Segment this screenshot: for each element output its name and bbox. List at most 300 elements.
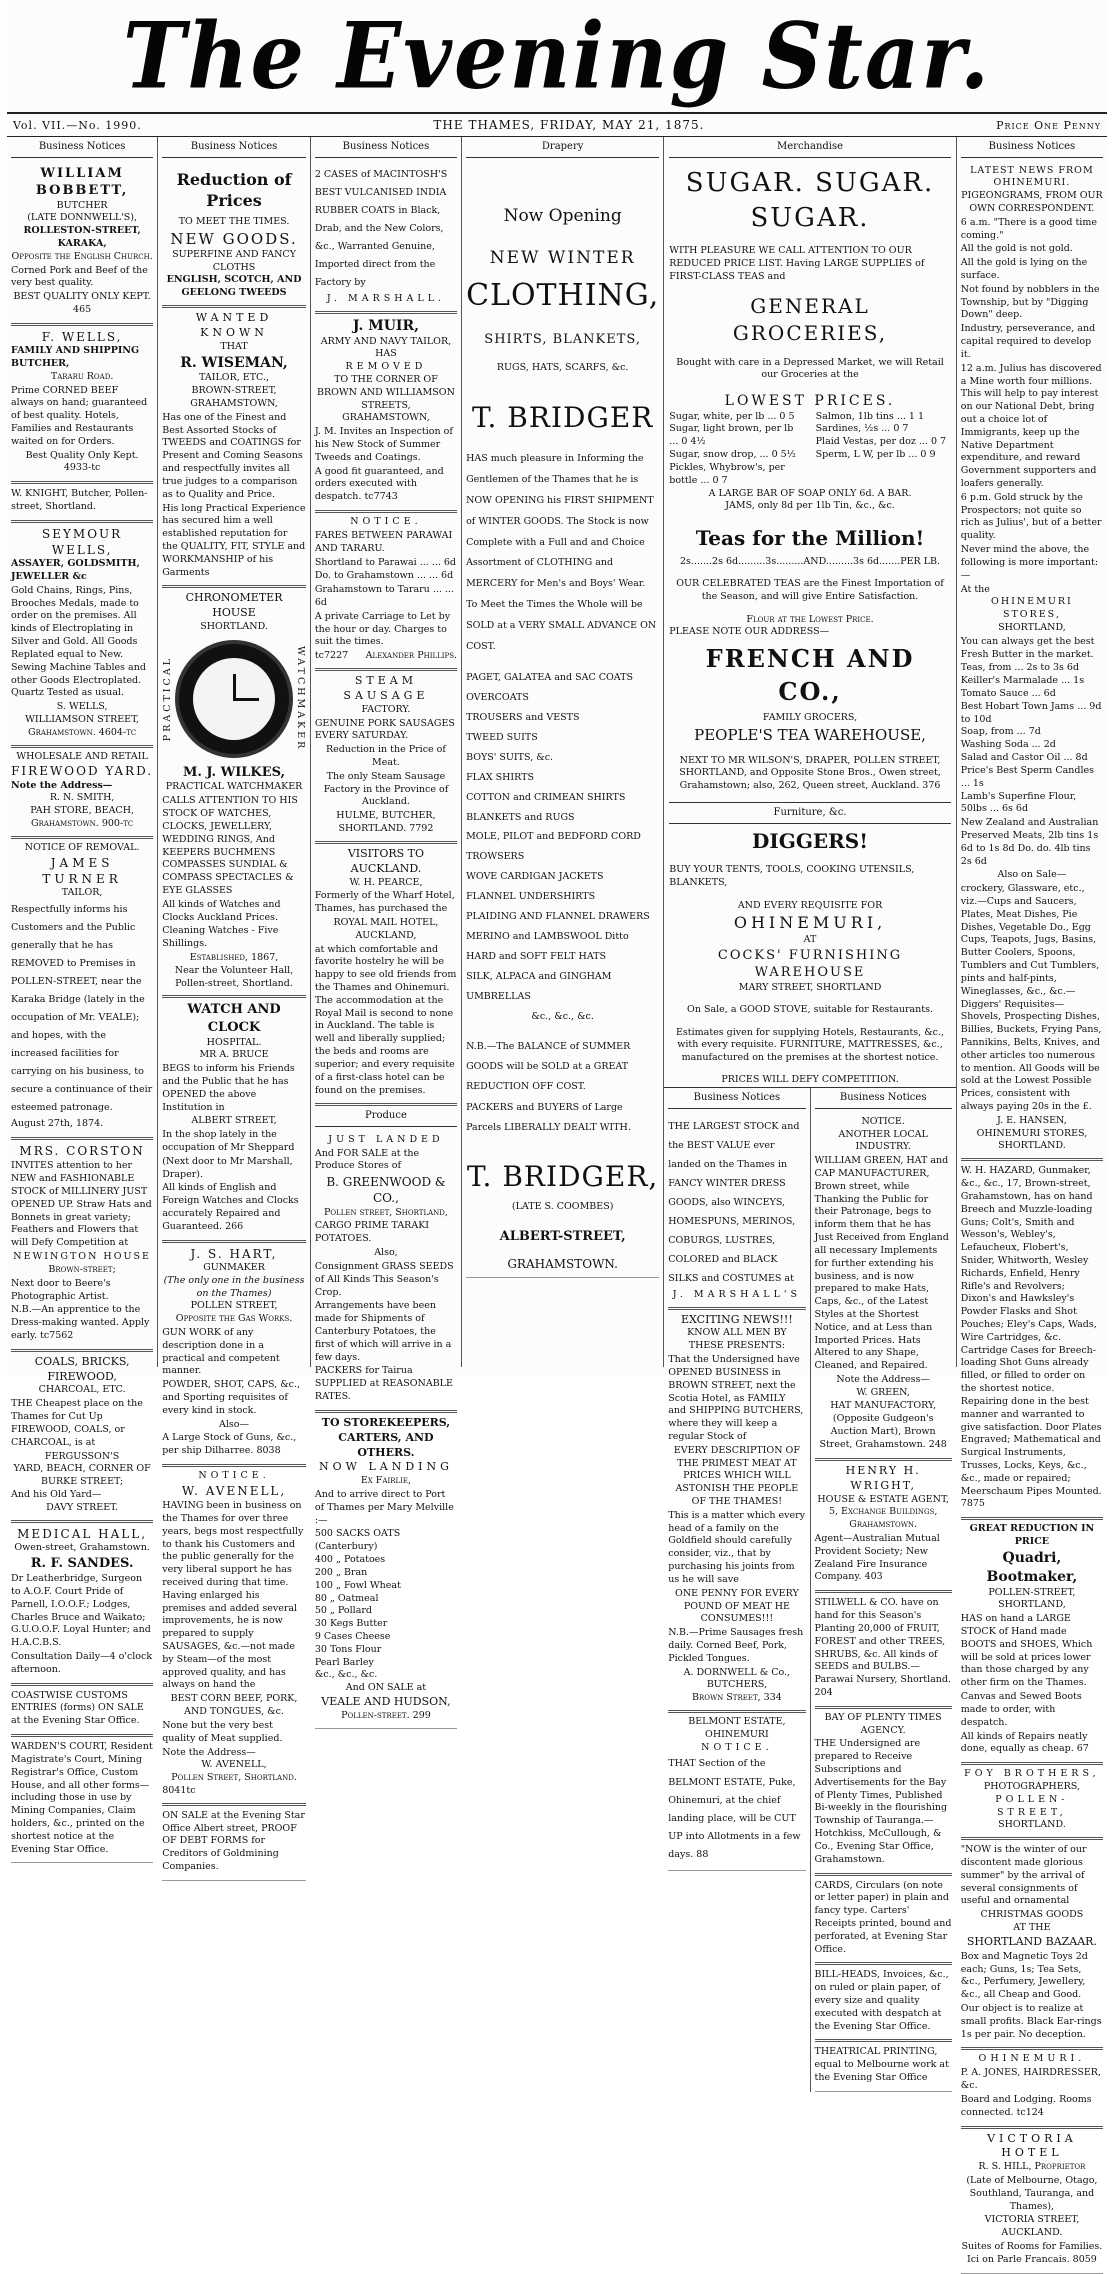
- ad-body: THE LARGEST STOCK and the BEST VALUE ever landed on the Thames in FANCY WINTER DRESS GOODS, also WINCEYS, HOMESPUNS, MERINOS, COBURGS, LUSTRES, COLORED and BLACK SILKS and COSTUMES at: [668, 1120, 800, 1284]
- ad-line: ROYAL MAIL HOTEL, AUCKLAND,: [333, 916, 439, 941]
- fare-row: Shortland to Parawai ... ... 6d: [314, 556, 456, 568]
- ad-body: OUR CELEBRATED TEAS are the Finest Importation of the Season, and will give Entire Satisfaction.: [676, 578, 944, 603]
- ad-heading: JUST LANDED: [328, 1133, 444, 1145]
- ad-line: SHORTLAND,: [998, 621, 1066, 633]
- ad-body: This is a matter which every head of a family on the Goldfield should carefully consider, viz., that by purchasing his joints from us he will save: [668, 1509, 806, 1585]
- volume-number: Vol. VII.—No. 1990.: [13, 118, 142, 132]
- price-row: Soap, from ... 7d: [960, 726, 1041, 738]
- cargo-item: 100 „ Fowl Wheat: [314, 1579, 401, 1591]
- cargo-item: 30 Tons Flour: [314, 1643, 382, 1655]
- ad-line: ALBERT STREET,: [191, 1115, 277, 1127]
- price-list-left: [669, 411, 804, 488]
- ad-heading: NOTICE.: [701, 1741, 773, 1753]
- newspaper-page: [7, 0, 1107, 2265]
- ad-line: BROWN AND WILLIAMSON STREETS,: [316, 386, 455, 411]
- ad-heading: GREAT REDUCTION IN PRICE: [969, 1523, 1095, 1547]
- ad-body: CARDS, Circulars (on note or letter paper) in plain and fancy type. Carters' Receipts printed, bound and perforated, at Evening Star Office.: [814, 1879, 952, 1955]
- ad-body: A private Carriage to Let by the hour or day. Charges to suit the times.: [314, 610, 451, 648]
- ad-line: R. N. SMITH,: [49, 792, 115, 804]
- price-row: Sugar, snow drop, ... 0 5½: [669, 449, 796, 461]
- ad-body: Never mind the above, the following is more important:—: [960, 544, 1099, 581]
- ad-body: Our object is to realize at small profits. Black Ear-rings 1s per pair. No deception.: [960, 2003, 1102, 2040]
- goods-item: FLANNEL UNDERSHIRTS: [466, 891, 596, 903]
- ad-bobbett: [11, 162, 153, 326]
- goods-item: HARD and SOFT FELT HATS: [466, 951, 607, 963]
- goods-list: [466, 668, 659, 1027]
- ad-line: SHORTLAND BAZAAR.: [966, 1934, 1097, 1948]
- ad-body: ONE PENNY FOR EVERY POUND OF MEAT HE CONSUMES!!!: [675, 1587, 799, 1625]
- ad-line: HAS: [375, 348, 397, 360]
- ad-line: And ON SALE at: [345, 1682, 427, 1694]
- column-heading: Business Notices: [961, 137, 1103, 158]
- ad-body: A good fit guaranteed, and orders executed with despatch. tc7743: [314, 465, 444, 503]
- ad-title: J. S. HART,: [190, 1246, 278, 1261]
- ad-body: BILL-HEADS, Invoices, &c., on ruled or plain paper, of every size and quality executed with despatch at the Evening Star Office.: [814, 1969, 949, 2032]
- ad-body: STILWELL & CO. have on hand for this Season's Planting 20,000 of FRUIT, FOREST and other TREES, SHRUBS, &c. All kinds of SEEDS and BULBS.—Parawai Nursery, Shortland. 204: [814, 1597, 952, 1698]
- ad-line: Established, 1867,: [189, 952, 279, 963]
- goods-item: &c., &c., &c.: [531, 1010, 594, 1022]
- ad-body: at which comfortable and favorite hostelry he will be happy to see old friends from the Thames and Ohinemuri. The accommodation at the Royal Mail is second to none in Auckland. The table is well and liberally supplied; the beds and rooms are superior; and every requisite of a first-class hotel can be found on the premises.: [314, 943, 457, 1096]
- ad-knight: [11, 484, 153, 523]
- ad-line: SHORTLAND.: [200, 621, 268, 633]
- price-row: Washing Soda ... 2d: [960, 739, 1056, 751]
- ad-line: R. WISEMAN,: [180, 354, 288, 371]
- ad-title: EXCITING NEWS!!!: [681, 1312, 793, 1326]
- ad-line: ANOTHER LOCAL INDUSTRY.: [838, 1128, 928, 1153]
- ad-side-label: WATCHMAKER: [294, 646, 306, 752]
- ad-title: GENERAL GROCERIES,: [732, 294, 888, 346]
- ad-line: MARY STREET, SHORTLAND: [738, 981, 882, 993]
- ad-visitors: [315, 844, 457, 1107]
- ad-line: Opposite the Gas Works.: [175, 1313, 293, 1325]
- ad-coastwise: [11, 1686, 153, 1737]
- ad-ref: tc7227: [314, 650, 349, 662]
- column-heading: Business Notices: [668, 1088, 805, 1109]
- ad-title: W. AVENELL,: [181, 1483, 287, 1498]
- ad-line: REMOVED: [345, 361, 427, 373]
- ad-line: BURKE STREET;: [40, 1476, 124, 1488]
- column-6: [957, 137, 1107, 2265]
- ad-line: R. F. SANDES.: [30, 1555, 134, 1571]
- ad-title: WILLIAM BOBBETT,: [35, 165, 129, 199]
- ad-body: Prime CORNED BEEF always on hand; guaranteed of best quality. Hotels, Families and Restaurants waited on for Orders.: [11, 384, 148, 447]
- ad-wright: [815, 1461, 952, 1593]
- ad-line: PEOPLE'S TEA WAREHOUSE,: [694, 725, 926, 744]
- ad-line: BEST CORN BEEF, PORK, AND TONGUES, &c.: [170, 1693, 298, 1718]
- ad-medical-hall: [11, 1523, 153, 1686]
- column-1: [7, 137, 158, 1855]
- ad-line: GRAHAMSTOWN.: [507, 1256, 618, 1271]
- merchandise-section: [664, 137, 956, 1087]
- ad-heading: NOTICE OF REMOVAL.: [24, 841, 140, 853]
- ad-line: FERGUSSON'S: [44, 1450, 120, 1462]
- ad-title: BELMONT ESTATE, OHINEMURI: [688, 1716, 786, 1740]
- ad-line: At the: [960, 583, 990, 595]
- ad-body: THE Undersigned are prepared to Receive Subscriptions and Advertisements for the Bay of Plenty Times, Published Bi-weekly in the flourishing Township of Tauranga.—Hotchkiss, McCullough, & Co., Evening Star Office, Grahamstown.: [814, 1738, 948, 1865]
- ad-billheads: [815, 1965, 952, 2042]
- ad-title: MRS. CORSTON: [19, 1144, 145, 1159]
- ad-line: HAT MANUFACTORY,: [830, 1399, 937, 1411]
- ad-corston: [11, 1140, 153, 1352]
- cargo-item: 400 „ Potatoes: [314, 1554, 386, 1566]
- column-heading: Furniture, &c.: [669, 802, 951, 824]
- cargo-item: Pearl Barley: [314, 1656, 374, 1668]
- ad-line: Grahamstown. 900-tc: [31, 818, 134, 830]
- fare-row: Grahamstown to Tararu ... ... 6d: [314, 584, 454, 608]
- ad-title: MEDICAL HALL,: [17, 1526, 148, 1541]
- ad-body: Board and Lodging. Rooms connected. tc124: [960, 2093, 1092, 2118]
- column-heading: Merchandise: [669, 137, 951, 158]
- ad-title: T. BRIDGER,: [466, 1159, 659, 1193]
- ad-line: Pollen street, Shortland,: [323, 1206, 448, 1218]
- ad-line: PIGEONGRAMS, FROM OUR OWN CORRESPONDENT.: [961, 190, 1103, 214]
- columns: [7, 137, 1107, 2265]
- cargo-item: &c., &c., &c.: [314, 1669, 378, 1681]
- ad-body: 2 CASES of MACINTOSH'S BEST VULCANISED INDIA RUBBER COATS in Black, Drab, and the New Colors, &c., Warranted Genuine, Imported direct from the Factory by: [314, 168, 448, 288]
- clock-illustration: [175, 640, 293, 758]
- ad-line: PAH STORE, BEACH,: [30, 805, 134, 817]
- ad-line: HULME, BUTCHER,: [336, 810, 436, 822]
- ad-line: SHORTLAND.: [998, 1819, 1066, 1831]
- ad-body: crockery, Glassware, etc., viz.—Cups and Saucers, Plates, Meat Dishes, Pie Dishes, Vegetable Do., Egg Cups, Teapots, Jugs, Basins, Butter Coolers, Spoons, Tumblers and Cut Tumblers, pints and half-pints, Wineglasses, &c., &c.—Diggers' Requisites—Shovels, Prospecting Dishes, Billies, Buckets, Frying Pans, Pannikins, Belts, Knives, and other articles too numerous to mention. All Goods will be sold at the Lowest Possible Prices, consistent with always paying 20s in the £.: [960, 883, 1102, 1112]
- ad-line: Also,: [374, 1247, 398, 1259]
- ad-body: WILLIAM GREEN, HAT and CAP MANUFACTURER, Brown street, while Thanking the Public for their Patronage, begs to inform them that he has Just Received from England all necessary Implements for further extending his business, and is now prepared to make Hats, Caps, &c., of the Latest Styles at the Shortest Notice, and at Less than Imported Prices. Hats Altered to any Shape, Cleaned, and Repaired.: [814, 1155, 949, 1372]
- ad-body: Dr Leatherbridge, Surgeon to A.O.F. Court Pride of Parnell, I.O.O.F.; Lodges, Charles Bruce and Waikato; G.U.O.O.F. Loyal Hunter; and H.A.C.B.S.: [11, 1573, 151, 1649]
- ad-line: Note the Address—: [162, 1746, 256, 1758]
- ad-line: POLLEN-STREET, SHORTLAND,: [988, 1586, 1076, 1611]
- ad-title: BAY OF PLENTY TIMES AGENCY.: [824, 1711, 942, 1736]
- ad-quadri: [961, 1520, 1103, 1765]
- ad-body: (Opposite Gudgeon's Auction Mart), Brown Street, Grahamstown. 248: [819, 1413, 947, 1451]
- ad-line: POLLEN STREET,: [190, 1300, 278, 1312]
- ad-body: The only Steam Sausage Factory in the Province of Auckland.: [323, 770, 449, 808]
- ad-line: Pollen-street. 299: [341, 1709, 431, 1721]
- ad-body: INVITES attention to her NEW and FASHIONABLE STOCK of MILLINERY JUST OPENED UP. Straw Hats and Bonnets in great variety; Feathers and Flowers that will Defy Competition at: [11, 1160, 152, 1249]
- pigeongram-item: 6 a.m. "There is a good time coming.": [960, 216, 1097, 241]
- pigeongram-item: 12 a.m. Julius has discovered a Mine worth four millions. This will help to pay interest on our National Debt, bring out a choice lot of Immigrants, keep up the Native Department expenditure, and reward Government supporters and loafers generally.: [960, 362, 1102, 489]
- ad-body: And FOR SALE at the Produce Stores of: [314, 1147, 420, 1172]
- ad-body: GUN WORK of any description done in a practical and competent manner.: [162, 1326, 280, 1377]
- price-row: Tomato Sauce ... 6d: [960, 688, 1056, 699]
- column-3: [311, 137, 462, 1721]
- ad-bay-of-plenty: [815, 1709, 952, 1876]
- column-heading: Business Notices: [315, 137, 457, 158]
- ad-title: FRENCH AND CO.,: [705, 644, 915, 706]
- ad-chronometer: [162, 588, 306, 998]
- ad-heading: NOTICE.: [198, 1470, 270, 1482]
- ad-body: All kinds of Repairs neatly done, equally as cheap. 67: [960, 1730, 1089, 1755]
- price-row: Price's Best Sperm Candles ... 1s: [960, 764, 1094, 789]
- ad-title: B. GREENWOOD & CO.,: [326, 1175, 446, 1206]
- ad-line: CHRISTMAS GOODS: [980, 1909, 1084, 1921]
- ad-body: W. KNIGHT, Butcher, Pollen-street, Shortland.: [11, 488, 148, 513]
- ad-title: COALS, BRICKS, FIREWOOD,: [34, 1354, 130, 1383]
- ad-line: OHINEMURI,: [733, 913, 887, 933]
- goods-item: TROUSERS and VESTS: [466, 711, 580, 723]
- ad-watch-clock: [162, 998, 306, 1242]
- column-heading: Produce: [315, 1106, 457, 1127]
- ad-title: JAMES TURNER: [42, 855, 122, 886]
- ad-line: LOWEST PRICES.: [724, 392, 896, 409]
- ad-line: BROWN-STREET, GRAHAMSTOWN,: [190, 385, 278, 410]
- ad-line: SHORTLAND. 7792: [338, 823, 434, 835]
- ad-line: R. S. HILL, Proprietor: [978, 2161, 1086, 2173]
- goods-item: PLAIDING AND FLANNEL DRAWERS: [466, 911, 650, 923]
- ad-line: KNOW ALL MEN BY THESE PRESENTS:: [687, 1327, 787, 1352]
- ad-line: THAT: [220, 340, 248, 352]
- ad-body: THE Cheapest place on the Thames for Cut Up FIREWOOD, COALS, or CHARCOAL, is at: [11, 1398, 143, 1448]
- ad-line: SUPERFINE AND FANCY CLOTHS: [172, 248, 296, 273]
- ad-line: BUTCHERS,: [706, 1679, 767, 1691]
- ad-signature: S. WELLS,: [56, 701, 108, 713]
- ad-title: TO STOREKEEPERS, CARTERS, AND OTHERS.: [321, 1415, 451, 1459]
- ad-body: On Sale, a GOOD STOVE, suitable for Restaurants.: [687, 1004, 933, 1016]
- ad-body: GENUINE PORK SAUSAGES EVERY SATURDAY.: [314, 717, 455, 742]
- ad-line: (LATE S. COOMBES): [511, 1201, 614, 1213]
- ad-proof-forms: [162, 1806, 306, 1881]
- ad-line: HOSPITAL.: [206, 1036, 262, 1048]
- ad-body: CALLS ATTENTION TO HIS STOCK OF WATCHES, CLOCKS, JEWELLERY, WEDDING RINGS, And KEEPERS BUCHMENS COMPASSES SUNDIAL & COMPASS SPECTACLES & EYE GLASSES: [162, 795, 298, 896]
- ad-title: FOY BROTHERS,: [964, 1768, 1100, 1780]
- ad-line: RUGS, HATS, SCARFS, &c.: [496, 362, 629, 374]
- ad-belmont: [668, 1713, 805, 1871]
- goods-item: BOYS' SUITS, &c.: [466, 751, 554, 763]
- ad-body: EVERY DESCRIPTION OF THE PRIMEST MEAT AT PRICES WHICH WILL ASTONISH THE PEOPLE OF THE THAMES!: [673, 1444, 800, 1508]
- ad-line: TAILOR,: [61, 887, 103, 899]
- ad-title: J. MUIR,: [352, 317, 419, 334]
- ad-line: Opposite the English Church.: [11, 250, 153, 262]
- price-list-right: [816, 411, 951, 488]
- pigeongram-item: Not found by nobblers in the Township, but by "Digging Down" deep.: [960, 283, 1100, 321]
- ad-title: Quadri, Bootmaker,: [986, 1549, 1078, 1585]
- goods-item: BLANKETS and RUGS: [466, 811, 575, 823]
- ad-line: Grahamstown.: [849, 1519, 918, 1531]
- ad-body: BEGS to inform his Friends and the Public that he has OPENED the above Institution in: [162, 1063, 295, 1113]
- ad-body: "NOW is the winter of our discontent made glorious summer" by the arrival of several consignments of useful and ornamental: [960, 1844, 1087, 1907]
- goods-item: OVERCOATS: [466, 691, 529, 703]
- ad-title: DIGGERS!: [752, 828, 868, 853]
- ad-line: FACTORY.: [361, 703, 411, 715]
- ad-body: You can always get the best Fresh Butter in the market.: [960, 635, 1095, 660]
- ad-line: NEWINGTON HOUSE: [13, 1251, 151, 1263]
- ad-line: Flour at the Lowest Price.: [746, 613, 874, 625]
- ad-line: Owen-street, Grahamstown.: [14, 1541, 150, 1553]
- ad-line: TAILOR, ETC.,: [199, 372, 270, 384]
- goods-item: TWEED SUITS: [466, 731, 538, 743]
- ad-victoria-hotel: [961, 2129, 1103, 2274]
- ad-line: M. J. WILKES,: [182, 764, 286, 780]
- sub-column-left: [664, 1088, 810, 2092]
- store-price-list: [961, 662, 1103, 816]
- ad-title: VISITORS TO AUCKLAND.: [347, 846, 425, 875]
- ad-line: Note the Address—: [836, 1374, 930, 1386]
- ad-line: PHOTOGRAPHERS,: [983, 1780, 1080, 1792]
- ad-signature: J. MARSHALL.: [326, 292, 446, 304]
- ad-line: Brown-street;: [48, 1263, 116, 1275]
- cargo-item: 500 SACKS OATS (Canterbury): [314, 1528, 401, 1553]
- ad-dornwell: [668, 1310, 805, 1713]
- ad-body: His long Practical Experience has secured him a well established reputation for the QUALITY, FIT, STYLE and WORKMANSHIP of his Garments: [162, 502, 306, 578]
- ad-line: HOUSE & ESTATE AGENT,: [817, 1493, 949, 1505]
- ad-body: Consultation Daily—4 o'clock afternoon.: [11, 1651, 153, 1675]
- ad-line: FAMILY GROCERS,: [762, 711, 858, 723]
- ad-line: NEW WINTER: [489, 248, 636, 269]
- ad-line: Near the Volunteer Hall, Pollen-street, Shortland.: [174, 964, 294, 989]
- cargo-item: 30 Kegs Butter: [314, 1618, 388, 1630]
- ad-signature: W. GREEN,: [856, 1386, 910, 1398]
- ad-body: POWDER, SHOT, CAPS, &c., and Sporting requisites of every kind in stock.: [162, 1379, 301, 1416]
- ad-muir: [315, 314, 457, 513]
- ad-line: Brown Street, 334: [691, 1692, 782, 1704]
- goods-item: FLAX SHIRTS: [466, 771, 534, 783]
- ad-heading: NOTICE.: [350, 516, 422, 528]
- ad-body: Formerly of the Wharf Hotel, Thames, has purchased the: [314, 890, 455, 915]
- ad-body: COASTWISE CUSTOMS ENTRIES (forms) ON SALE at the Evening Star Office.: [11, 1689, 144, 1727]
- column-heading: Drapery: [466, 137, 659, 158]
- column-4: [462, 137, 664, 1367]
- ad-line: ROLLESTON-STREET, KARAKA,: [23, 225, 141, 250]
- ad-line: Now Opening: [503, 205, 622, 226]
- ad-body: Cleaning Watches - Five Shillings.: [162, 925, 279, 950]
- ad-signature: J. MARSHALL'S: [672, 1288, 802, 1300]
- ad-body: Corned Pork and Beef of the very best quality.: [11, 264, 148, 289]
- price-row: Salmon, 1lb tins ... 1 1: [815, 410, 924, 422]
- ad-line: Also on Sale—: [997, 869, 1067, 881]
- ad-body: P. A. JONES, HAIRDRESSER, &c.: [960, 2067, 1101, 2092]
- ad-body: Arrangements have been made for Shipments of Canterbury Potatoes, the first of which will arrive in a few days.: [314, 1300, 452, 1363]
- ad-body: CARGO PRIME TARAKI POTATOES.: [314, 1220, 430, 1245]
- cargo-item: 50 „ Pollard: [314, 1605, 372, 1617]
- ad-fares: [315, 513, 457, 671]
- ad-line: Note the Address—: [11, 779, 113, 791]
- ad-line: 8041tc: [162, 1784, 196, 1796]
- ad-body: THAT Section of the BELMONT ESTATE, Puke, Ohinemuri, at the chief landing place, will be CUT UP into Allotments in a few days. 88: [668, 1758, 801, 1860]
- ad-line: ARMY AND NAVY TAILOR,: [320, 335, 452, 347]
- ad-heading: OHINEMURI.: [978, 2053, 1086, 2065]
- ad-body: N.B.—The BALANCE of SUMMER GOODS will be SOLD at a GREAT REDUCTION OFF COST.: [466, 1040, 631, 1092]
- ad-body: And to arrive direct to Port of Thames per Mary Melville :—: [314, 1489, 454, 1526]
- price-row: Sugar, light brown, per lb ... 0 4½: [669, 423, 794, 448]
- ad-body: Gold Chains, Rings, Pins, Brooches Medals, made to order on the premises. All kinds of Electroplating in Silver and Gold. All Goods Replated equal to New. Sewing Machine Tables and other Goods Electroplated. Quartz Tested as usual.: [11, 584, 146, 699]
- ad-body: All kinds of Watches and Clocks Auckland Prices.: [162, 898, 281, 923]
- ad-line: Also—: [219, 1418, 250, 1430]
- price-row: Lamb's Superfine Flour, 50lbs ... 6s 6d: [960, 790, 1077, 815]
- pigeongram-list: [961, 217, 1103, 543]
- ad-line: WHOLESALE AND RETAIL: [16, 750, 148, 762]
- pigeongram-item: All the gold is lying on the surface.: [960, 257, 1088, 281]
- ad-line: NOW LANDING: [319, 1460, 453, 1474]
- ad-body: HAS on hand a LARGE STOCK of Hand made BOOTS and SHOES, Which will be sold at prices lower than those charged by any other firm on the Thames.: [960, 1613, 1093, 1689]
- ad-line: MR A. BRUCE: [199, 1049, 269, 1061]
- ad-body: None but the very best quality of Meat supplied.: [162, 1719, 283, 1744]
- ad-body: HAS much pleasure in Informing the Gentlemen of the Thames that he is NOW OPENING his FIRST SHIPMENT of WINTER GOODS. The Stock is now Complete with a Full and and Choice Assortment of CLOTHING and MERCERY for Men's and Boys' Wear. To Meet the Times the Whole will be SOLD at a VERY SMALL ADVANCE ON COST.: [466, 453, 657, 653]
- pigeongram-item: All the gold is not gold.: [960, 243, 1073, 255]
- ad-body: New Zealand and Australian Preserved Meats, 2lb tins 1s 6d to 1s 8d Do. do. 4lb tins 2s 6d: [960, 817, 1099, 867]
- ad-line: W. H. PEARCE,: [349, 876, 423, 888]
- ad-title: HENRY H. WRIGHT,: [845, 1463, 921, 1492]
- ad-line: And his Old Yard—: [11, 1488, 102, 1500]
- ad-firewood-yard: [11, 748, 153, 839]
- ad-body: Consignment GRASS SEEDS of All Kinds This Season's Crop.: [314, 1260, 454, 1298]
- ad-line: WILLIAMSON STREET,: [25, 713, 140, 725]
- price-row: Plaid Vestas, per doz ... 0 7: [815, 436, 947, 448]
- ad-line: SHIRTS, BLANKETS,: [484, 331, 642, 347]
- price-row: Keiller's Marmalade ... 1s: [960, 675, 1085, 687]
- ad-line: PRICES WILL DEFY COMPETITION.: [721, 1074, 899, 1086]
- ad-body: Box and Magnetic Toys 2d each; Guns, 1s; Tea Sets, &c., Perfumery, Jewellery, &c., all Cheap and Good.: [960, 1950, 1088, 2001]
- ad-title: SEYMOUR WELLS,: [42, 526, 123, 558]
- ad-body: Canvas and Sewed Boots made to order, with despatch.: [960, 1691, 1082, 1728]
- ad-line: FAMILY AND SHIPPING BUTCHER,: [11, 345, 140, 369]
- ad-body: Has one of the Finest and Best Assorted Stocks of TWEEDS and COATINGS for Present and Coming Seasons and respectfully invites all true judges to a comparison as to Quality and Price.: [162, 411, 303, 500]
- ad-signature: J. E. HANSEN,: [997, 1114, 1067, 1126]
- column-5: [664, 137, 957, 2084]
- ad-marshall: [668, 1113, 805, 1310]
- ad-body: That the Undersigned have OPENED BUSINESS in BROWN STREET, next the Scotia Hotel, as FAMILY and SHIPPING BUTCHERS, where they will keep a regular Stock of: [668, 1354, 804, 1442]
- ad-line: AND EVERY REQUISITE FOR: [737, 899, 883, 911]
- ad-title: SUGAR. SUGAR. SUGAR.: [685, 167, 935, 233]
- ad-line: DAVY STREET.: [46, 1501, 119, 1513]
- ad-line: Tararu Road.: [50, 370, 114, 382]
- ad-line: PRACTICAL WATCHMAKER: [165, 781, 303, 793]
- ad-ohinemuri-stores: [961, 162, 1103, 1162]
- ad-line: ALBERT-STREET,: [499, 1229, 626, 1245]
- ad-signature: A. DORNWELL & Co.,: [683, 1666, 791, 1678]
- ad-seymour-wells: [11, 523, 153, 748]
- ad-body: N.B.—An apprentice to the Dress-making wanted. Apply early. tc7562: [11, 1304, 150, 1341]
- ad-body: NEXT TO MR WILSON'S, DRAPER, POLLEN STREET, SHORTLAND, and Opposite Stone Bros., Owen street, Grahamstown; also, 262, Queen street, Auckland. 376: [679, 754, 941, 792]
- column-2: [158, 137, 311, 1873]
- ad-line: (The only one in the business on the Thames): [163, 1274, 305, 1299]
- masthead-title: The Evening Star.: [122, 2, 992, 110]
- ad-body: (Late of Melbourne, Otago, Southland, Tauranga, and Thames),: [966, 2175, 1098, 2212]
- ad-title: VICTORIA HOTEL: [987, 2131, 1077, 2160]
- ad-theatrical: [815, 2042, 952, 2091]
- ad-line: ASSAYER, GOLDSMITH, JEWELLER &c: [11, 558, 140, 583]
- ad-side-label: PRACTICAL: [162, 656, 174, 742]
- ad-storekeepers: [315, 1413, 457, 1729]
- ad-sausage-factory: [315, 671, 457, 844]
- price-row: Salad and Castor Oil ... 8d: [960, 752, 1088, 764]
- column-heading: Business Notices: [11, 137, 153, 158]
- ad-title: WANTED KNOWN: [195, 311, 273, 339]
- ad-cards: [815, 1876, 952, 1966]
- ad-line: CHARCOAL, ETC.: [38, 1384, 126, 1396]
- ad-coals: [11, 1352, 153, 1523]
- ad-avenell: [162, 1467, 306, 1806]
- ad-line: OHINEMURI STORES,: [976, 1127, 1088, 1139]
- ad-bridger: [466, 162, 659, 1278]
- goods-item: MERINO and LAMBSWOOL Ditto: [466, 931, 629, 943]
- pigeongram-item: 6 p.m. Gold struck by the Prospectors; not quite so rich as Julius', but of a better quality.: [960, 491, 1102, 542]
- ad-line: Grahamstown. 4604-tc: [28, 726, 137, 738]
- ad-title: Teas for the Million!: [695, 526, 925, 551]
- ad-title: FIREWOOD YARD.: [11, 764, 154, 779]
- ad-line: VEALE AND HUDSON,: [321, 1695, 451, 1709]
- ad-title: CLOTHING,: [466, 278, 660, 314]
- ad-green-hats: [815, 1113, 952, 1461]
- ad-signature: Alexander Phillips.: [365, 650, 458, 662]
- ad-line: AT: [803, 934, 817, 946]
- price-row: Best Hobart Town Jams ... 9d to 10d: [960, 700, 1102, 725]
- cargo-item: 9 Cases Cheese: [314, 1630, 391, 1642]
- ad-line: Pollen Street, Shortland.: [171, 1772, 297, 1784]
- place-date: THE THAMES, FRIDAY, MAY 21, 1875.: [433, 118, 705, 132]
- ad-line: JAMS, only 8d per 1lb Tin, &c., &c.: [725, 500, 895, 512]
- price-row: Sugar, white, per lb ... 0 5: [669, 410, 795, 422]
- column-heading: Business Notices: [162, 137, 306, 158]
- goods-item: COTTON and CRIMEAN SHIRTS: [466, 791, 626, 803]
